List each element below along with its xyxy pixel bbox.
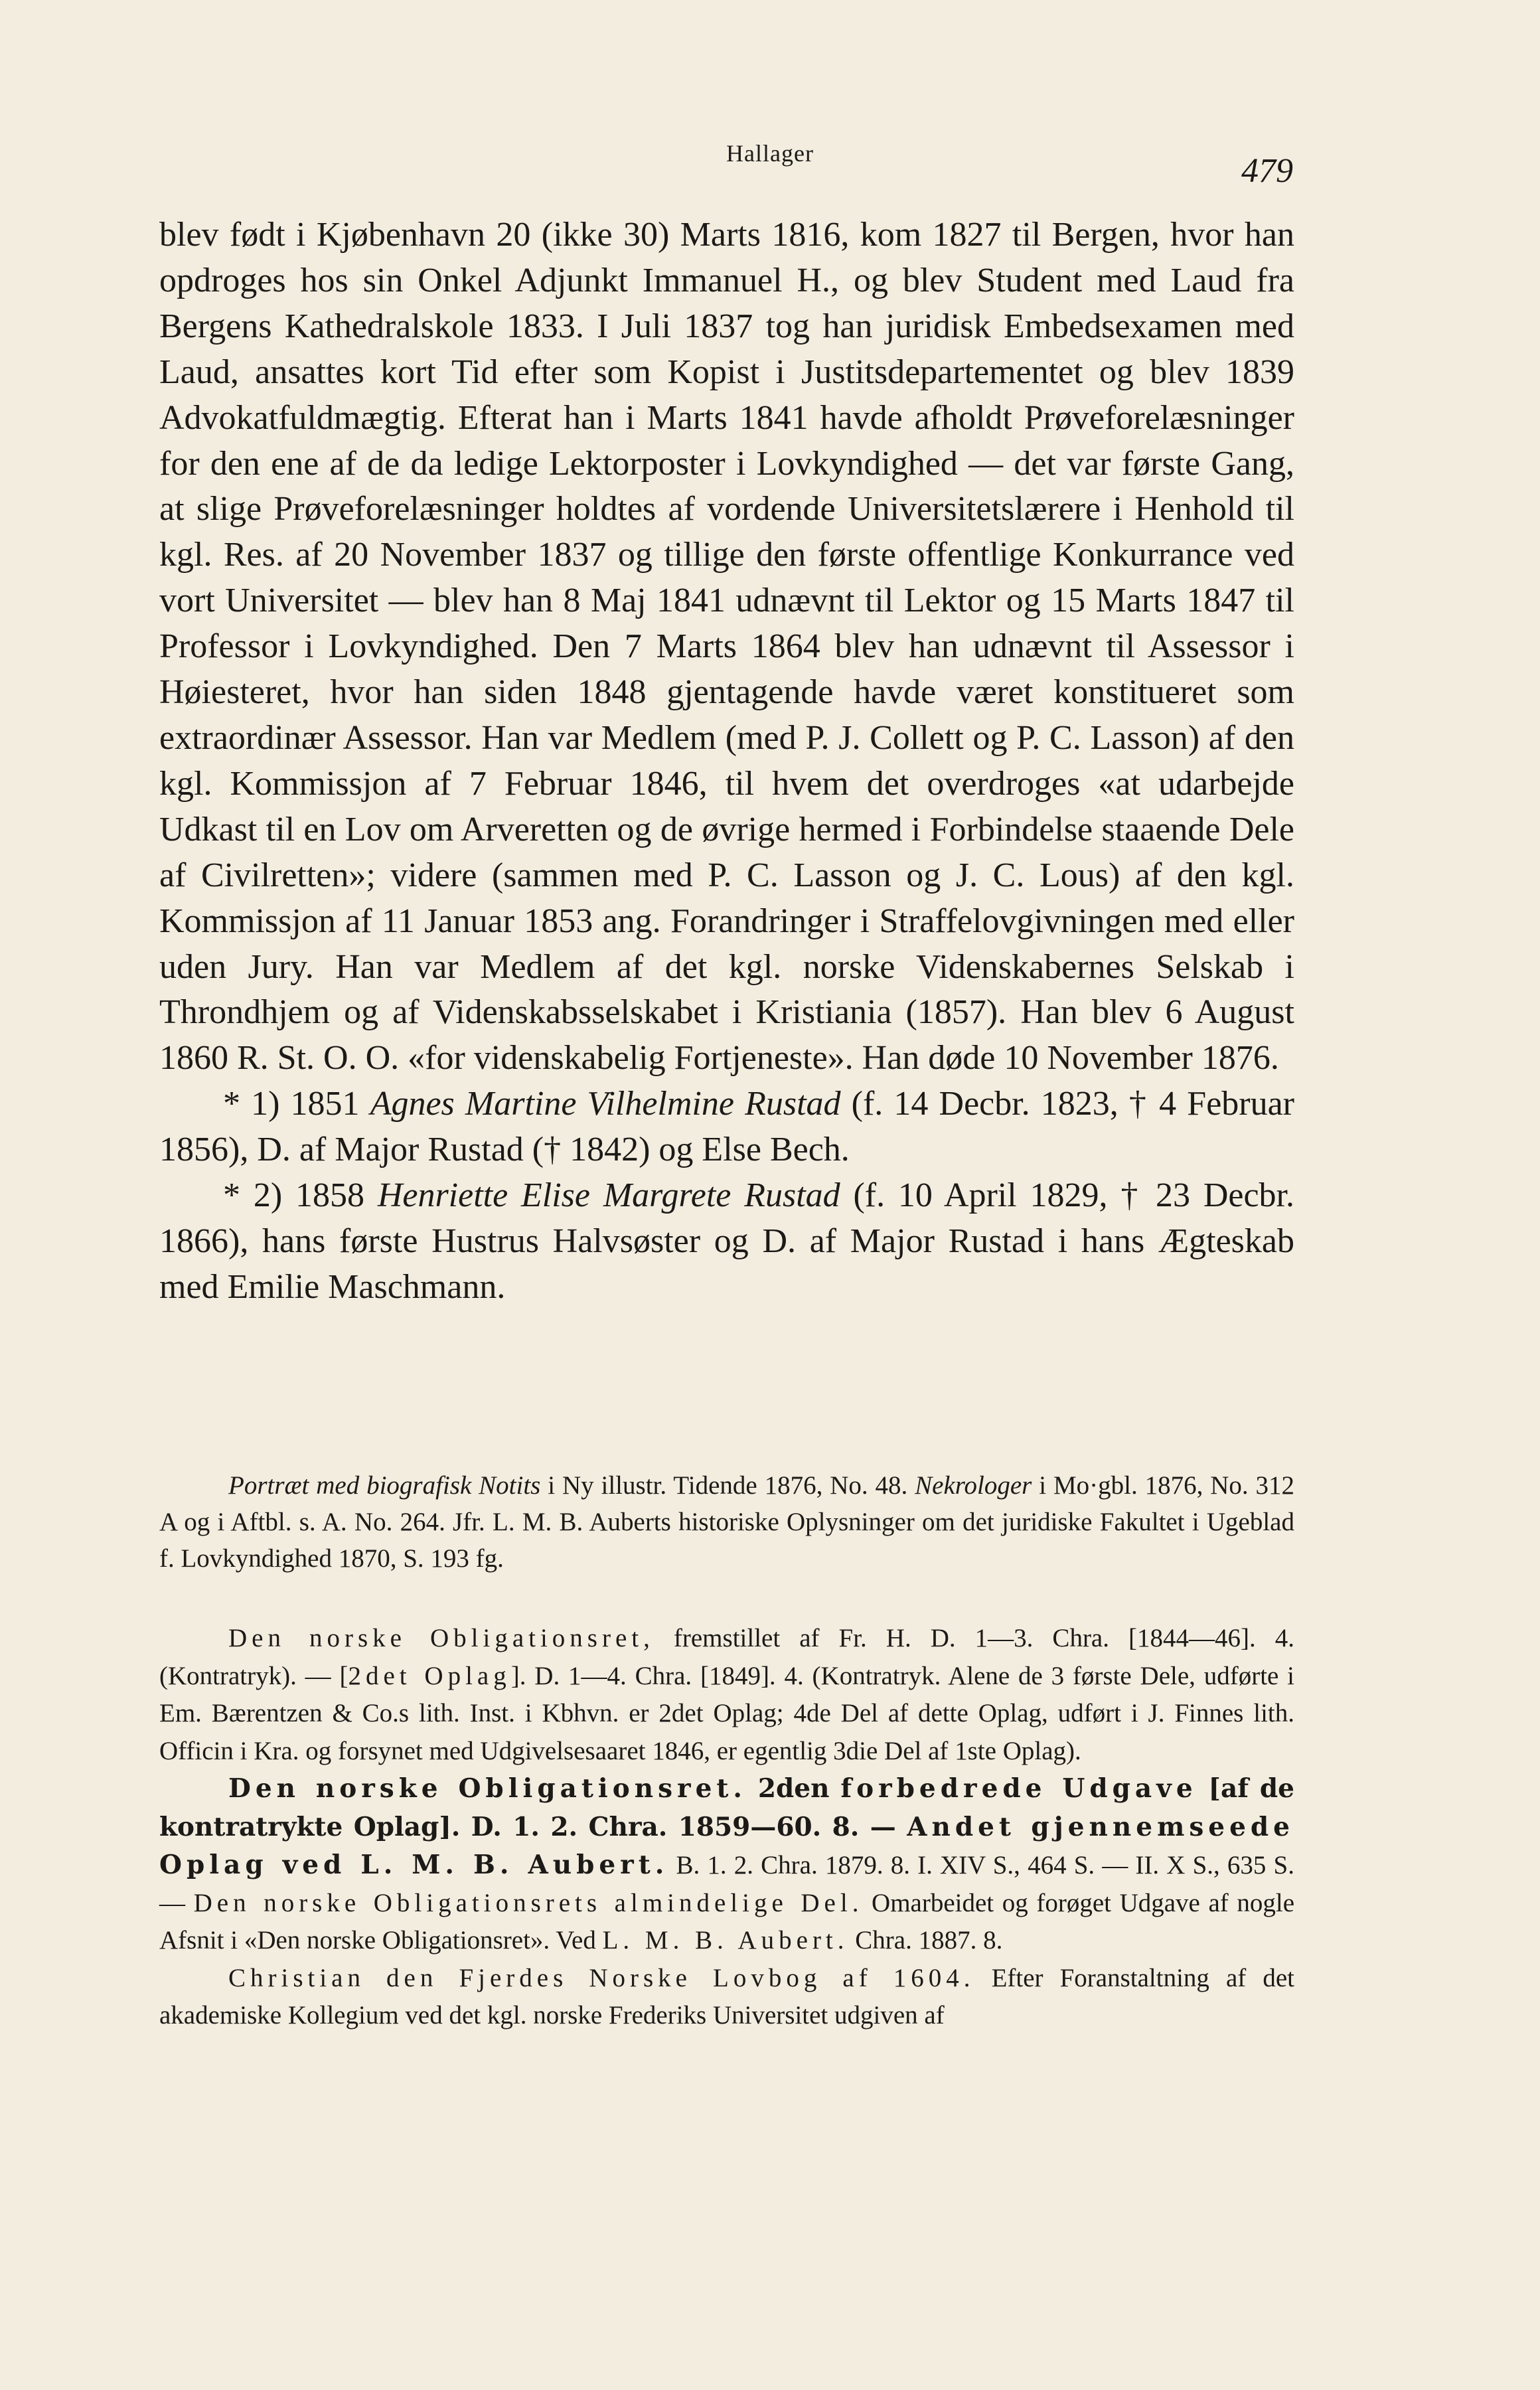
- entry-2-author: L. M. B. Aubert.: [602, 1926, 849, 1954]
- entry-3-title: Christian den Fjerdes Norske Lovbog af 1604.: [228, 1963, 975, 1992]
- biography-section: [159, 212, 1294, 1311]
- marriage-entry-1: [159, 1081, 1294, 1173]
- source-note-text-1: i Ny illustr. Tidende 1876, No. 48.: [540, 1471, 915, 1500]
- entry-2-title-3: Den norske Obligationsrets almindelige Del.: [193, 1888, 864, 1917]
- marriage-2-details: (f. 10 April 1829, † 23 Decbr. 1866), hans første Hustrus Halvsøster og D. af Major Rustad i hans Ægteskab med Emilie Maschmann.: [159, 1176, 1294, 1306]
- entry-2-text-c: B. 1. 2. Chra. 1879. 8. I. XIV S., 464 S. — II. X S., 635 S. —: [159, 1851, 1294, 1917]
- entry-2-text-b: [af de kontratrykte Oplag]. D. 1. 2. Chra. 1859—60. 8. —: [159, 1773, 1294, 1842]
- entry-2-text-a: 2den: [746, 1773, 841, 1804]
- entry-2-text-e: Chra. 1887. 8.: [848, 1926, 1003, 1954]
- bibliography-entry-2: [159, 1770, 1294, 1960]
- source-note-italic-1: Portræt med biografisk Notits: [228, 1471, 541, 1500]
- page-number: 479: [1241, 152, 1293, 190]
- source-note-text-2: i Mo·gbl. 1876, No. 312 A og i Aftbl. s. A. No. 264. Jfr. L. M. B. Auberts historiske Oplysninger om det juridiske Fakultet i Ugeblad f. Lovkyndighed 1870, S. 193 fg.: [159, 1471, 1295, 1573]
- entry-1-text-b: ]. D. 1—4. Chra. [1849]. 4. (Kontratryk. Alene de 3 første Dele, udførte i Em. Bærentzen & Co.s lith. Inst. i Kbhvn. er 2det Oplag; 4de Del af dette Oplag, udført i J. Finnes lith. Officin i Kra. og forsynet med Udgivelsesaaret 1846, er egentlig 3die Del af 1ste Oplag).: [159, 1661, 1294, 1765]
- source-notes: [159, 1467, 1294, 1577]
- running-header: Hallager: [726, 140, 814, 167]
- source-note-paragraph: [159, 1467, 1294, 1577]
- entry-2-edition: Andet gjennemseede Oplag ved L. M. B. Aubert.: [159, 1811, 1294, 1880]
- marriage-1-details: (f. 14 Decbr. 1823, † 4 Februar 1856), D. af Major Rustad († 1842) og Else Bech.: [159, 1085, 1294, 1169]
- marriage-1-prefix: * 1) 1851: [223, 1085, 370, 1123]
- biography-paragraph: blev født i Kjøbenhavn 20 (ikke 30) Marts 1816, kom 1827 til Bergen, hvor han opdroges hos sin Onkel Adjunkt Immanuel H., og blev Student med Laud fra Bergens Kathedralskole 1833. I Juli 1837 tog han juridisk Embedsexamen med Laud, ansattes kort Tid efter som Kopist i Justitsdepartementet og blev 1839 Advokatfuldmægtig. Efterat han i Marts 1841 havde afholdt Prøveforelæsninger for den ene af de da ledige Lektorposter i Lovkyndighed — det var første Gang, at slige Prøveforelæsninger holdtes af vordende Universitetslærere i Henhold til kgl. Res. af 20 November 1837 og tillige den første offentlige Konkurrance ved vort Universitet — blev han 8 Maj 1841 udnævnt til Lektor og 15 Marts 1847 til Professor i Lovkyndighed. Den 7 Marts 1864 blev han udnævnt til Assessor i Høiesteret, hvor han siden 1848 gjentagende havde været konstitueret som extraordinær Assessor. Han var Medlem (med P. J. Collett og P. C. Lasson) af den kgl. Kommissjon af 7 Februar 1846, til hvem det overdroges «at udarbejde Udkast til en Lov om Arveretten og de øvrige hermed i Forbindelse staaende Dele af Civilretten»; videre (sammen med P. C. Lasson og J. C. Lous) af den kgl. Kommissjon af 11 Januar 1853 ang. Forandringer i Straffelovgivningen med eller uden Jury. Han var Medlem af det kgl. norske Videnskabernes Selskab i Throndhjem og af Videnskabsselskabet i Kristiania (1857). Han blev 6 August 1860 R. St. O. O. «for videnskabelig Fortjeneste». Han døde 10 November 1876.: [159, 216, 1294, 1077]
- entry-2-text-d: Omarbeidet og forøget Udgave af nogle Afsnit i «Den norske Obligationsret». Ved: [159, 1888, 1295, 1954]
- entry-1-title: Den norske Obligationsret,: [228, 1624, 654, 1652]
- entry-1-text-a: fremstillet af Fr. H. D. 1—3. Chra. [1844—46]. 4. (Kontratryk). — [: [159, 1624, 1294, 1690]
- bibliography-entry-1: [159, 1620, 1294, 1770]
- marriage-entry-2: [159, 1173, 1294, 1311]
- bibliography-entry-3: [159, 1960, 1294, 2035]
- marriage-2-prefix: * 2) 1858: [223, 1176, 378, 1215]
- entry-2-title: Den norske Obligationsret.: [228, 1773, 747, 1804]
- source-note-italic-2: Nekrologer: [915, 1471, 1032, 1500]
- bibliography-section: [159, 1620, 1294, 2035]
- entry-1-edition: 2det Oplag: [348, 1661, 511, 1690]
- entry-3-text-a: Efter Foranstaltning af det akademiske Kollegium ved det kgl. norske Frederiks Universitet udgiven af: [159, 1963, 1295, 2030]
- spouse-1-name: Agnes Martine Vilhelmine Rustad: [370, 1085, 841, 1123]
- entry-2-title-2: forbedrede Udgave: [840, 1773, 1197, 1804]
- spouse-2-name: Henriette Elise Margrete Rustad: [377, 1176, 840, 1215]
